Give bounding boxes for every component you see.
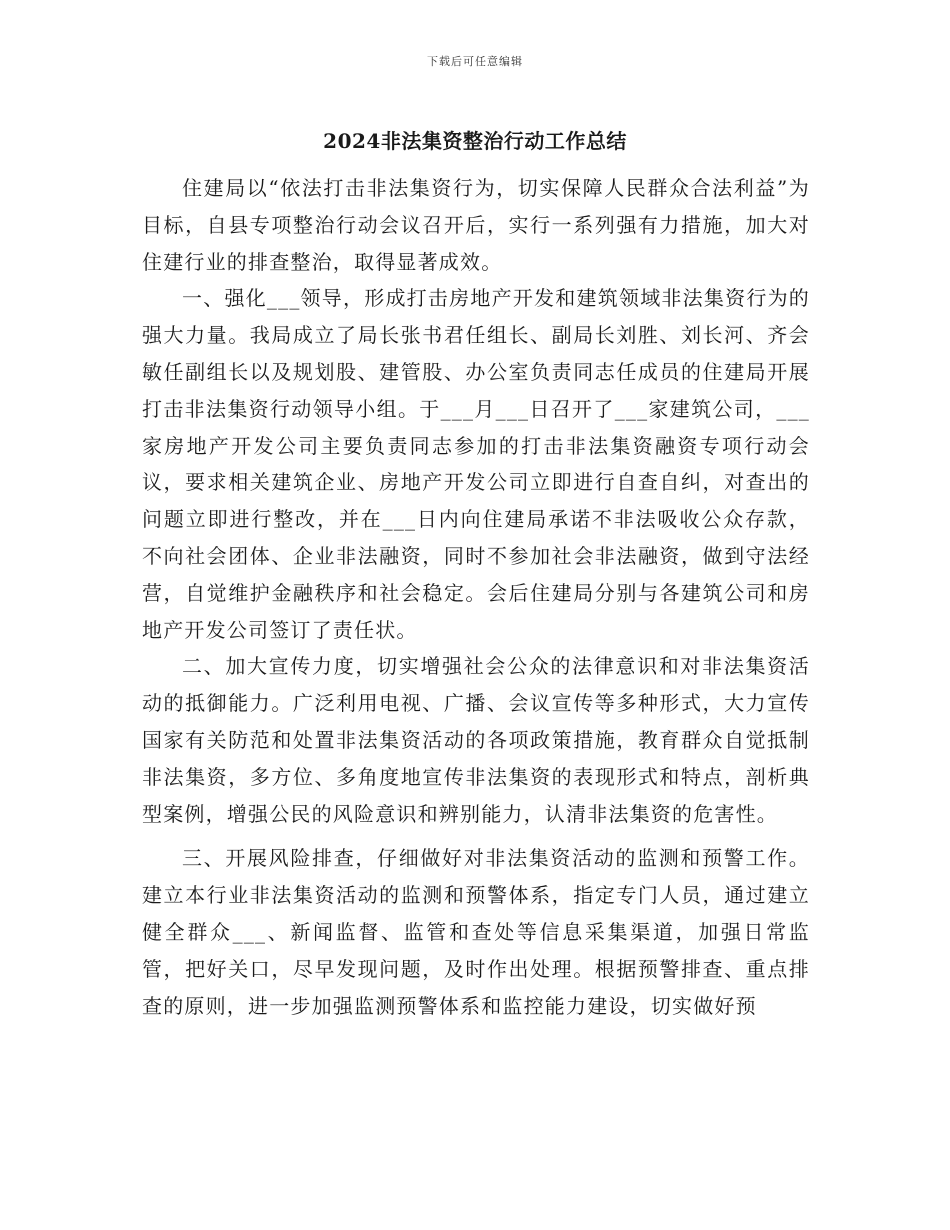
paragraph-section-2: 二、加大宣传力度，切实增强社会公众的法律意识和对非法集资活动的抵御能力。广泛利用电视、广播、会议宣传等多种形式，大力宣传国家有关防范和处置非法集资活动的各项政策措施，教育群众自觉抵制非法集资，多方位、多角度地宣传非法集资的表现形式和特点，剖析典型案例，增强公民的风险意识和辨别能力，认清非法集资的危害性。: [142, 654, 810, 826]
document-title: 2024非法集资整治行动工作总结: [323, 129, 627, 153]
document-body: [142, 170, 810, 1024]
paragraph-intro: 住建局以“依法打击非法集资行为，切实保障人民群众合法利益”为目标，自县专项整治行动会议召开后，实行一系列强有力措施，加大对住建行业的排查整治，取得显著成效。: [142, 176, 810, 274]
paragraph-section-3: 三、开展风险排查，仔细做好对非法集资活动的监测和预警工作。建立本行业非法集资活动的监测和预警体系，指定专门人员，通过建立健全群众___、新闻监督、监管和查处等信息采集渠道，加强日常监管，把好关口，尽早发现问题，及时作出处理。根据预警排查、重点排查的原则，进一步加强监测预警体系和监控能力建设，切实做好预: [142, 846, 810, 1018]
header-note: 下载后可任意编辑: [427, 55, 523, 68]
paragraph-section-1: 一、强化___领导，形成打击房地产开发和建筑领域非法集资行为的强大力量。我局成立了局长张书君任组长、副局长刘胜、刘长河、齐会敏任副组长以及规划股、建管股、办公室负责同志任成员的住建局开展打击非法集资行动领导小组。于___月___日召开了___家建筑公司，___家房地产开发公司主要负责同志参加的打击非法集资融资专项行动会议，要求相关建筑企业、房地产开发公司立即进行自查自纠，对查出的问题立即进行整改，并在___日内向住建局承诺不非法吸收公众存款，不向社会团体、企业非法融资，同时不参加社会非法融资，做到守法经营，自觉维护金融秩序和社会稳定。会后住建局分别与各建筑公司和房地产开发公司签订了责任状。: [142, 286, 810, 642]
